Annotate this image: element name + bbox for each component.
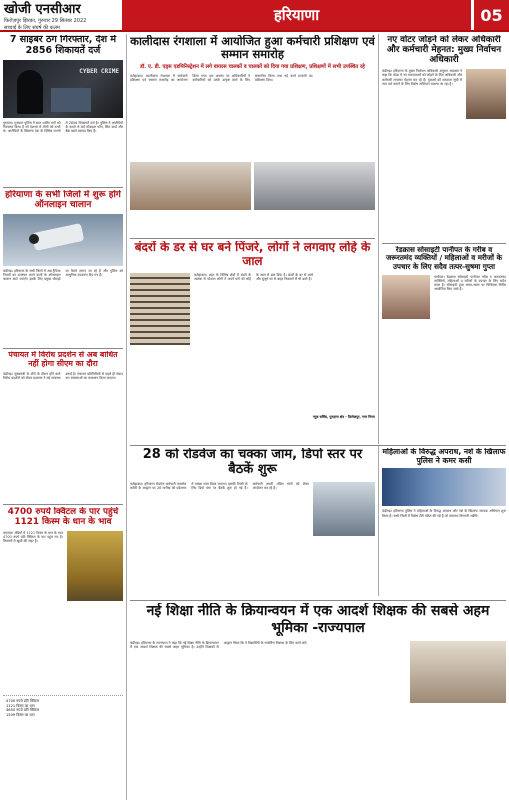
women-safety-photo [382, 468, 506, 506]
headline-monkeys: बंदरों के डर से घर बने पिंजरे, लोगों ने लगवाए लोहे के जाल [134, 241, 371, 268]
byline-monkeys: न्यूज़ सर्विस, पुनहाना क्षेत्र - फ़िरोज़पुर, नगर निगम [312, 414, 375, 419]
body-education-policy: चंडीगढ़। हरियाणा के राज्यपाल ने कहा कि नई शिक्षा नीति के क्रियान्वयन में एक आदर्श शिक्षक की सबसे अहम भूमिका है। उन्होंने शिक्षकों से आह्वान किया कि वे विद्यार्थियों के सर्वांगीण विकास के लिए कार्य करें। [130, 641, 308, 650]
body-karmachari-samaroh: फ़तेहाबाद। कालीदास रंगशाला में कर्मचारी प्रशिक्षण एवं सम्मान समारोह का आयोजन किया गया। इस अवसर पर अधिकारियों ने कर्मचारियों को उनके उत्कृष्ट कार्य के लिए सम्मानित किया तथा नई कार्य प्रणाली का प्रशिक्षण दिया। [130, 73, 313, 82]
newspaper-brand [0, 0, 122, 30]
story-cybercrime [3, 35, 123, 185]
cctv-photo [3, 214, 123, 266]
price-line: 1121 किस्म का धान [6, 703, 35, 708]
price-list [3, 695, 123, 720]
page-number: 05 [480, 5, 503, 25]
samaroh-photo-1 [130, 162, 251, 210]
body-paddy-price: करनाल। मंडियों में 1121 किस्म के धान के भाव 4700 रुपये प्रति क्विंटल के पार पहुंच गए हैं। किसानों में खुशी की लहर है। [3, 531, 63, 544]
body-monkeys: फ़तेहाबाद। शहर के विभिन्न क्षेत्रों में बंदरों के आतंक से परेशान लोगों ने अपने घरों को लोहे के जाल से ढक दिया है। बंदरों के डर से बच्चे और बुजुर्ग घर से बाहर निकलने में भी डरते हैं। [194, 272, 313, 281]
divider [130, 238, 375, 239]
red-cross-photo [382, 275, 430, 319]
price-line: 4700 रुपये प्रति क्विंटल [6, 699, 40, 704]
section-title: हरियाणा [273, 6, 320, 24]
dateline: फ़िरोज़पुर झिरका, गुरुवार 29 सितंबर 2022 [4, 18, 87, 24]
column-divider [126, 34, 127, 800]
divider [130, 445, 506, 446]
headline-cybercrime: 7 साइबर ठग गिरफ्तार, देश में 2856 शिकायतें दर्ज [9, 35, 117, 56]
page-number-box [471, 0, 509, 30]
monkey-cage-photo [130, 273, 190, 345]
divider [130, 600, 506, 601]
tagline: सच्चाई के लिए संघर्ष की कलम [4, 25, 61, 31]
samaroh-photos [130, 162, 375, 210]
body-roadways: फ़तेहाबाद। हरियाणा रोडवेज कर्मचारी तालमेल कमेटी के आह्वान पर 28 तारीख को प्रदेशभर में चक्का जाम किया जाएगा। इसकी तैयारी के लिए डिपो स्तर पर बैठकें शुरू हो गई हैं। कर्मचारी अपनी लंबित मांगों को लेकर आंदोलन कर रहे हैं। [130, 481, 309, 490]
body-red-cross: पानीपत। रेडक्रास सोसाइटी पानीपत गरीब व जरूरतमंद व्यक्तियों, महिलाओं व मरीजों के उपचार के लिए सदैव तत्पर है। सोसाइटी द्वारा समय-समय पर चिकित्सा शिविर आयोजित किए जाते हैं। [434, 274, 506, 292]
section-band [122, 0, 471, 30]
cctv-camera-icon [32, 223, 85, 251]
divider [3, 187, 123, 188]
education-photo [410, 641, 506, 703]
officer-photo [466, 69, 506, 119]
headline-voter-officers: नए वोटर जोड़ने को लेकर अधिकारी और कर्मचारी मेहनत: मुख्य निर्वाचन अधिकारी [386, 35, 502, 66]
masthead [0, 0, 509, 32]
subhead-karmachari-samaroh: डॉ. ए. डी. एड्स एडमिनिस्ट्रेशन में लगे वायरस चालकों व चालकों को दिया गया प्रशिक्षण, प्रशिक्षणों में सभी उपस्थित रहे [140, 64, 365, 71]
price-line: 1509 किस्म का धान [6, 713, 35, 717]
headline-education-policy: नई शिक्षा नीति के क्रियान्वयन में एक आदर्श शिक्षक की सबसे अहम भूमिका -राज्यपाल [146, 603, 490, 636]
story-education-policy [130, 603, 506, 797]
column-divider [378, 34, 379, 444]
roadways-photo [313, 482, 375, 536]
price-line: 4650 रुपये प्रति क्विंटल [6, 708, 40, 713]
newspaper-name: खोजी एनसीआर [4, 2, 81, 17]
hooded-figure [17, 70, 43, 114]
story-women-safety [382, 448, 506, 598]
body-women-safety: चंडीगढ़। हरियाणा पुलिस ने महिलाओं के विरुद्ध अपराध और नशे के खिलाफ व्यापक अभियान शुरू किया है। सभी जिलों में विशेष टीमें गठित की गई हैं जो लगातार निगरानी रखेंगी। [382, 509, 506, 518]
body-panchayat: चंडीगढ़। मुख्यमंत्री के दौरों के दौरान होने वाले विरोध प्रदर्शनों को लेकर प्रशासन ने नई व्यवस्था बनाई है। पंचायत प्रतिनिधियों से पहले ही संवाद कर समस्याओं का समाधान किया जाएगा। [3, 371, 123, 380]
headline-karmachari-samaroh: कालीदास रंगशाला में आयोजित हुआ कर्मचारी प्रशिक्षण एवं सम्मान समारोह [130, 35, 375, 62]
story-paddy-price [3, 507, 123, 797]
story-karmachari-samaroh [130, 35, 375, 235]
cybercrime-photo [3, 60, 123, 118]
column-divider [378, 446, 379, 596]
headline-online-challan: हरियाणा के सभी जिलों में शुरू होंगे ऑनलाइन चालान [5, 190, 121, 211]
cyber-crime-label: CYBER CRIME [79, 67, 119, 75]
headline-women-safety: महिलाओं के विरुद्ध अपराध, नशे के खिलाफ पुलिस ने कमर कसी [382, 448, 506, 465]
story-monkeys [130, 241, 375, 441]
story-online-challan [3, 190, 123, 345]
story-roadways [130, 448, 375, 598]
body-voter-officers: चंडीगढ़। हरियाणा के मुख्य निर्वाचन अधिकारी अनुराग अग्रवाल ने कहा कि प्रदेश में नए मतदाताओं को जोड़ने के लिए अधिकारी और कर्मचारी लगातार मेहनत कर रहे हैं। युवाओं को मतदाता सूची में नाम दर्ज कराने के लिए विशेष अभियान चलाया जा रहा है। [382, 69, 462, 86]
divider [382, 243, 506, 244]
headline-roadways: 28 को रोडवेज का चक्का जाम, डिपो स्तर पर बैठकें शुरू [142, 448, 363, 477]
headline-panchayat: पंचायत में विरोध प्रदर्शन से अब बाधित नहीं होगा सीएम का दौरा [8, 351, 118, 368]
paddy-photo [67, 531, 123, 601]
body-online-challan: चंडीगढ़। हरियाणा के सभी जिलों में अब ट्रैफिक नियमों का उल्लंघन करने वालों के ऑनलाइन चालान काटे जाएंगे। इसके लिए प्रमुख चौराहों पर कैमरे लगाए जा रहे हैं और पुलिस को आधुनिक उपकरण दिए गए हैं। [3, 268, 123, 281]
laptop-screen [51, 88, 91, 112]
divider [3, 504, 123, 505]
story-voter-officers [382, 35, 506, 240]
divider [3, 348, 123, 349]
headline-red-cross: रेडक्रास सोसाइटी पानीपत के गरीब व जरूरतमंद व्यक्तियों / महिलाओं व मरीजों के उपचार के लिए सदैव तत्पर-सुषमा गुप्ता [385, 246, 503, 271]
headline-paddy-price: 4700 रुपये क्विंटल के पार पहुंचे 1121 किस्म के धान के भाव [7, 507, 119, 528]
cctv-lens [29, 234, 39, 244]
story-panchayat [3, 351, 123, 501]
story-red-cross [382, 246, 506, 446]
samaroh-photo-2 [254, 162, 375, 210]
body-cybercrime: गुरुग्राम। गुरुग्राम पुलिस ने सात शातिर ठगों को गिरफ्तार किया है जो देशभर में लोगों को ठगते थे। आरोपियों के खिलाफ देश के विभिन्न राज्यों में 2856 शिकायतें दर्ज हैं। पुलिस ने आरोपियों के कब्जे से कई मोबाइल फोन, सिम कार्ड और बैंक खाते बरामद किए हैं। [3, 120, 123, 134]
